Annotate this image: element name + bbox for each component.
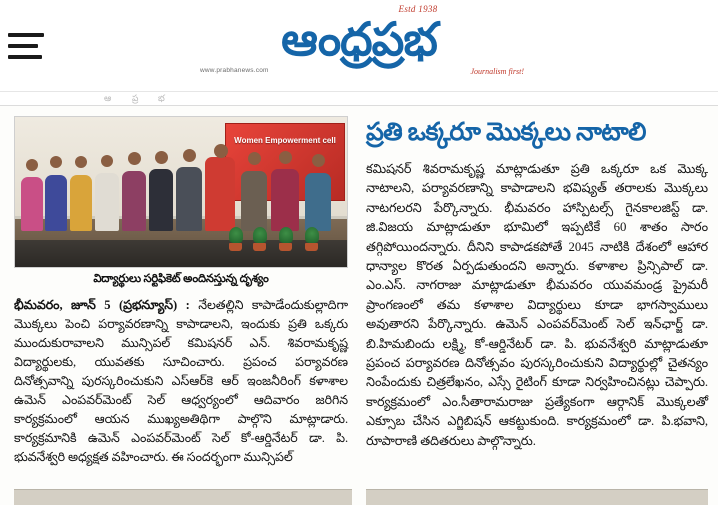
right-column <box>366 116 708 505</box>
person-figure <box>271 169 299 231</box>
menu-bar-1 <box>8 33 44 37</box>
article-headline: ప్రతి ఒక్కరూ మొక్కలు నాటాలి <box>366 119 646 146</box>
photo-caption: విద్యార్థులు సర్టిఫికెట్ అందినస్తున్న దృశ్యం <box>93 273 269 285</box>
masthead-subrow <box>194 67 524 81</box>
person-figure <box>45 175 67 231</box>
plant-pot <box>229 243 242 251</box>
publication-title: ఆంధ్రప్రభ <box>281 14 437 65</box>
person-figure <box>95 173 119 231</box>
masthead-logo[interactable] <box>194 4 524 81</box>
person-figure <box>149 169 173 231</box>
tagline: Journalism first! <box>470 67 524 76</box>
strip-mark-3: భ <box>158 93 165 103</box>
bottom-teaser-strip <box>0 489 718 505</box>
person-head <box>155 151 168 164</box>
person-figure <box>205 157 235 231</box>
event-banner-text: Women Empowerment cell <box>234 136 336 145</box>
photo-table <box>15 240 347 267</box>
person-figure <box>122 171 146 231</box>
person-head <box>279 151 292 164</box>
person-figure <box>176 167 202 231</box>
person-head <box>312 154 325 167</box>
person-head <box>26 159 38 171</box>
potted-plant <box>253 227 267 243</box>
masthead <box>0 0 718 92</box>
article-body-right: కమిషనర్ శివరామకృష్ణ మాట్లాడుతూ ప్రతి ఒక్కరూ ఒక మొక్క నాటాలని, పర్యావరణాన్ని కాపాడాలని భవిష్యత్ తరాలకు మొక్కలు నాటగలరని పేర్కొన్నారు. భీమవరం హాస్పిటల్స్ గైనకాలజిస్ట్ డా. జి.విజయ మాట్లాడుతూ భూమిలో ఇప్పటికే 60 శాతం సారం తగ్గిపోయిందన్నారు. దీనిని కాపాడకపోతే 2045 నాటికి దేశంలో ఆహార ధాన్యాల కొరత ఏర్పడుతుందని అన్నారు. కళాశాల ప్రిన్సిపాల్ డా. ఎం.ఎస్. నాగరాజు మాట్లాడుతూ భీమవరం యువమండ్ర ప్రైమరీ ప్రాంగణంలో తమ కళాశాల విద్యార్థులు కూడా భాగస్వాములు అవుతారని పేర్కొన్నారు. ఉమెన్ ఎంపవర్‌మెంట్ సెల్ ఇన్‌ఛార్జ్ డా. బి.హిమబిందు లక్ష్మి, కో-ఆర్డినేటర్ డా. పి. భువనేశ్వరి మాట్లాడుతూ ప్రపంచ పర్యావరణ దినోత్సవం పురస్కరించుకుని విద్యార్థుల్లో చైతన్యం నింపేందుకు చిత్రలేఖనం, ఎస్సే రైటింగ్ కూడా నిర్వహించినట్లు చెప్పారు. కార్యక్రమంలో ఎం.సీతారామరాజు ప్రత్యేకంగా ఆర్గానిక్ మొక్కలతో ఎక్సూబ చేసిన ఎగ్జిబిషన్ ఆకట్టుకుంది. కార్యక్రమంలో డా. పి.భవాని, రూపారాణి తదితరులు పాల్గొన్నారు. <box>366 162 708 448</box>
person-head <box>128 152 141 165</box>
strip-mark-1: ఆ <box>104 93 112 103</box>
potted-plant <box>305 227 319 243</box>
person-figure <box>305 173 331 231</box>
person-figure <box>21 177 43 231</box>
potted-plant <box>229 227 243 243</box>
person-head <box>183 149 196 162</box>
teaser-right[interactable] <box>366 489 708 505</box>
article-dateline: భీమవరం, జూన్ 5 (ప్రభన్యూస్) : <box>14 298 190 312</box>
established-year: Estd 1938 <box>398 4 438 14</box>
menu-bar-2 <box>8 44 38 48</box>
strip-mark-2: ప్ర <box>132 93 139 103</box>
person-head <box>101 155 113 167</box>
article-left-text: నేలతల్లిని కాపాడేందుకుల్లాదిగా మొక్కలు పెంచి పర్యావరణాన్ని కాపాడాలని, ఇందుకు ప్రతి ఒక్కరు ముందుకురావాలని మున్సిపల్ కమిషనర్ ఎన్. శివరామకృష్ణ విద్యార్థులకు, యువతకు సూచించారు. ప్రపంచ పర్యావరణ దినోత్సవాన్ని పురస్కరించుకుని ఎస్‌ఆర్‌కె ఆర్ ఇంజనీరింగ్ కళాశాల ఉమెన్ ఎంపవర్‌మెంట్ సెల్ ఆధ్వర్యంలో ఆదివారం జరిగిన కార్యక్రమంలో ఆయన ముఖ్యఅతిథిగా పాల్గొని మాట్లాడారు. కార్యక్రమానికి ఉమెన్ ఎంపవర్‌మెంట్ సెల్ కో-ఆర్డినేటర్ డా. పి. భువనేశ్వరి అధ్యక్షత వహించారు. ఈ సందర్భంగా మున్సిపల్ <box>14 298 348 464</box>
potted-plant <box>279 227 293 243</box>
plant-pot <box>279 243 292 251</box>
person-head <box>50 156 62 168</box>
person-head <box>248 152 261 165</box>
person-figure <box>70 175 92 231</box>
plant-pot <box>305 243 318 251</box>
person-head <box>75 156 87 168</box>
person-head <box>214 144 228 158</box>
menu-bar-3 <box>8 55 42 59</box>
left-column <box>14 116 352 505</box>
teaser-left[interactable] <box>14 489 352 505</box>
article-content <box>0 106 718 505</box>
website-url[interactable]: www.prabhanews.com <box>200 67 269 74</box>
plant-pot <box>253 243 266 251</box>
masthead-strip <box>0 92 718 106</box>
article-body-left <box>14 296 348 467</box>
hamburger-menu-icon[interactable] <box>8 33 44 59</box>
person-figure <box>241 171 267 231</box>
article-photo <box>14 116 348 268</box>
